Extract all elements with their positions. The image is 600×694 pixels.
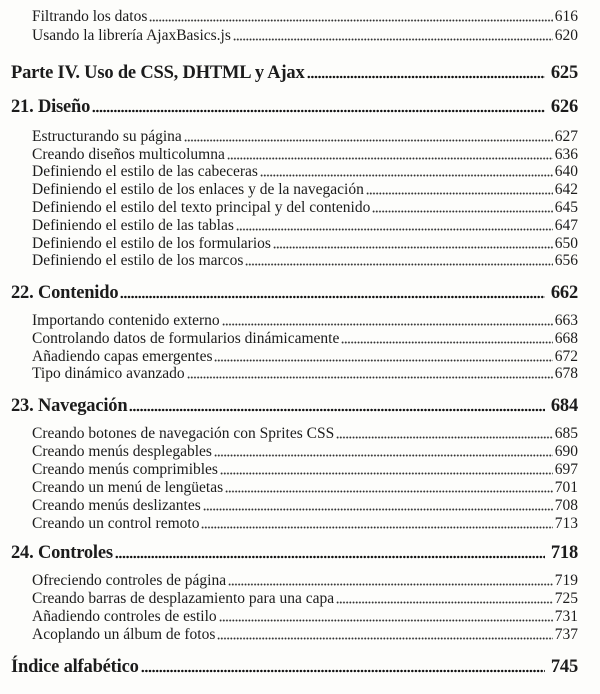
entry-title: Creando menús desplegables [32, 443, 212, 460]
toc-entry [0, 425, 600, 443]
dot-leader [260, 173, 553, 177]
dot-leader [203, 507, 553, 511]
page-number: 697 [554, 461, 578, 478]
entry-title: Tipo dinámico avanzado [32, 365, 185, 382]
page-number: 737 [554, 626, 578, 643]
toc-entry [0, 515, 600, 533]
toc-heading [0, 655, 600, 679]
dot-leader [149, 18, 552, 22]
entry-title: Filtrando los datos [32, 8, 148, 25]
entry-title: 24. Controles [11, 543, 113, 563]
page-number: 656 [554, 252, 578, 269]
dot-leader [225, 489, 553, 493]
entry-title: Controlando datos de formularios dinámicamente [32, 330, 340, 347]
page-number: 684 [550, 396, 578, 416]
toc-entry [0, 252, 600, 270]
page-number: 662 [550, 283, 578, 303]
dot-leader [228, 582, 553, 586]
toc-entry [0, 590, 600, 608]
page-number: 647 [554, 217, 578, 234]
page-number: 645 [554, 199, 578, 216]
entry-title: Añadiendo capas emergentes [32, 348, 213, 365]
toc-entry [0, 235, 600, 253]
toc-entry [0, 348, 600, 366]
dot-leader [222, 322, 553, 326]
toc-heading [0, 394, 600, 418]
entry-title: Creando un control remoto [32, 515, 200, 532]
dot-leader [336, 600, 553, 604]
entry-title: Ofreciendo controles de página [32, 572, 227, 589]
toc-entry [0, 365, 600, 383]
dot-leader [219, 618, 553, 622]
entry-title: Índice alfabético [11, 657, 139, 677]
dot-leader [214, 453, 553, 457]
toc-entry [0, 27, 600, 45]
page-number: 678 [554, 365, 578, 382]
toc-heading [0, 61, 600, 85]
dot-leader [307, 75, 545, 79]
toc-entry [0, 626, 600, 644]
toc-entry [0, 312, 600, 330]
toc-entry [0, 181, 600, 199]
page-number: 745 [550, 657, 578, 677]
dot-leader [366, 191, 553, 195]
dot-leader [120, 295, 544, 299]
toc-entry [0, 608, 600, 626]
dot-leader [372, 209, 552, 213]
dot-leader [129, 408, 544, 412]
toc-entry [0, 572, 600, 590]
entry-title: 21. Diseño [11, 97, 91, 117]
page-number: 713 [554, 515, 578, 532]
dot-leader [184, 138, 553, 142]
entry-title: Definiendo el estilo de las cabeceras [32, 163, 258, 180]
entry-title: Añadiendo controles de estilo [32, 608, 217, 625]
page-number: 719 [554, 572, 578, 589]
page-number: 626 [550, 97, 578, 117]
page-number: 672 [554, 348, 578, 365]
dot-leader [92, 109, 545, 113]
page-number: 718 [550, 543, 578, 563]
toc-heading [0, 95, 600, 119]
dot-leader [273, 245, 553, 249]
toc-entry [0, 330, 600, 348]
toc-entry [0, 217, 600, 235]
dot-leader [115, 555, 545, 559]
dot-leader [201, 525, 552, 529]
toc-entry [0, 479, 600, 497]
toc-entry [0, 146, 600, 164]
entry-title: Definiendo el estilo de los formularios [32, 235, 271, 252]
entry-title: Definiendo el estilo de las tablas [32, 217, 234, 234]
page-number: 625 [550, 63, 578, 83]
toc-heading [0, 541, 600, 565]
toc-entry [0, 163, 600, 181]
entry-title: Importando contenido externo [32, 312, 220, 329]
entry-title: Definiendo el estilo del texto principal y del contenido [32, 199, 371, 216]
entry-title: Creando menús comprimibles [32, 461, 218, 478]
entry-title: Creando un menú de lengüetas [32, 479, 224, 496]
entry-title: 22. Contenido [11, 283, 119, 303]
dot-leader [233, 37, 553, 41]
page-number: 731 [554, 608, 578, 625]
page-number: 650 [554, 235, 578, 252]
page-number: 636 [554, 146, 578, 163]
page-number: 708 [554, 497, 578, 514]
toc-entry [0, 497, 600, 515]
entry-title: Definiendo el estilo de los marcos [32, 252, 244, 269]
dot-leader [220, 471, 553, 475]
entry-title: Definiendo el estilo de los enlaces y de la navegación [32, 181, 364, 198]
entry-title: Acoplando un álbum de fotos [32, 626, 216, 643]
dot-leader [336, 435, 553, 439]
toc-entry [0, 128, 600, 146]
dot-leader [187, 375, 553, 379]
page-number: 725 [554, 590, 578, 607]
page-number: 685 [554, 425, 578, 442]
dot-leader [236, 227, 553, 231]
page-number: 642 [554, 181, 578, 198]
toc-heading [0, 281, 600, 305]
dot-leader [141, 669, 545, 673]
dot-leader [341, 340, 552, 344]
page-number: 701 [554, 479, 578, 496]
toc-entry [0, 461, 600, 479]
toc-entry [0, 443, 600, 461]
page-number: 620 [554, 27, 578, 44]
dot-leader [214, 358, 552, 362]
page-number: 668 [554, 330, 578, 347]
page-number: 690 [554, 443, 578, 460]
page-number: 640 [554, 163, 578, 180]
dot-leader [217, 636, 552, 640]
page-number: 663 [554, 312, 578, 329]
entry-title: Parte IV. Uso de CSS, DHTML y Ajax [11, 63, 305, 83]
entry-title: 23. Navegación [11, 396, 128, 416]
entry-title: Estructurando su página [32, 128, 182, 145]
page-number: 627 [554, 128, 578, 145]
dot-leader [227, 156, 553, 160]
entry-title: Creando botones de navegación con Sprites CSS [32, 425, 335, 442]
toc-entry [0, 8, 600, 26]
entry-title: Creando barras de desplazamiento para una capa [32, 590, 335, 607]
dot-leader [245, 262, 552, 266]
entry-title: Creando diseños multicolumna [32, 146, 225, 163]
entry-title: Usando la librería AjaxBasics.js [32, 27, 231, 44]
page-number: 616 [554, 8, 578, 25]
toc-entry [0, 199, 600, 217]
entry-title: Creando menús deslizantes [32, 497, 201, 514]
